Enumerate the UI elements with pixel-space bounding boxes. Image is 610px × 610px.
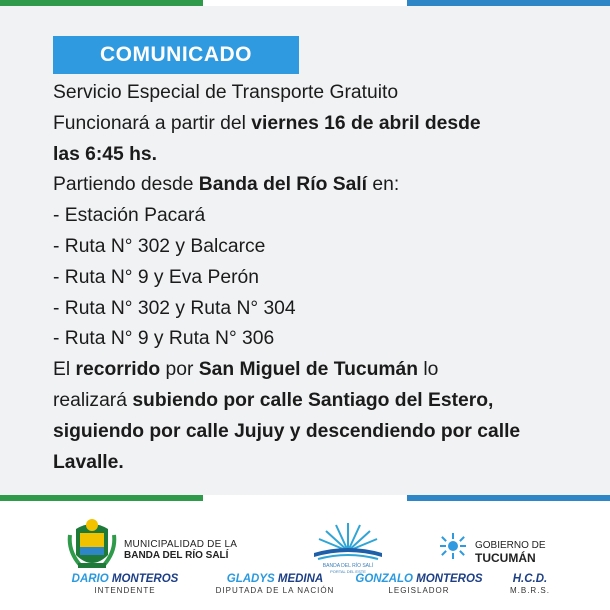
body-text-run: - Ruta N° 302 y Ruta N° 304 [53,297,296,319]
municipality-name [124,539,254,561]
banda-logo-subcaption: PORTAL DEL ESTE [330,569,366,574]
body-text-run: - Ruta N° 302 y Balcarce [53,235,266,257]
body-line [53,448,593,479]
gobierno-tucuman-name [475,539,565,565]
signatory-intendente [55,573,195,595]
body-text-run: realizará [53,389,133,411]
announcement-body [53,78,593,478]
body-line [53,355,593,386]
body-line [53,140,593,171]
body-text-run: lo [418,359,439,381]
signatory-role: M.B.R.S. [509,586,550,595]
body-line [53,109,593,140]
body-line [53,170,593,201]
body-bold-text: Banda del Río Salí [198,174,368,196]
body-bold-text: siguiendo por calle Jujuy y descendiendo por calle [53,420,521,442]
body-line [53,324,593,355]
body-line [53,417,593,448]
banda-rio-sali-logo-icon [306,517,390,567]
municipality-crest-icon [66,515,118,573]
signatory-name: GONZALO MONTEROS [355,573,483,585]
body-line [53,386,593,417]
body-line [53,232,593,263]
body-text-run: Funcionará a partir del [53,112,252,134]
signatories-row [0,573,610,603]
body-text-run: en: [367,174,400,196]
signatory-name: DARIO MONTEROS [71,573,179,585]
signatory-hcd [505,573,555,595]
signatory-role: DIPUTADA DE LA NACIÓN [215,586,335,595]
body-bold-text: viernes 16 de abril desde [251,112,481,134]
body-text-run: El [53,359,76,381]
body-text-run: por [160,359,199,381]
gobierno-line-1: GOBIERNO DE [475,540,546,551]
municipality-line-1: MUNICIPALIDAD DE LA [124,539,238,550]
signatory-role: INTENDENTE [94,586,156,595]
municipality-line-2: BANDA DEL RÍO SALÍ [124,550,229,561]
body-line [53,201,593,232]
body-bold-text: las 6:45 hs. [53,143,157,165]
body-line [53,263,593,294]
gobierno-tucuman-sun-icon [440,533,466,559]
body-bold-text: recorrido [75,359,161,381]
body-text-run: - Estación Pacará [53,205,206,227]
gobierno-line-2: TUCUMÁN [475,551,536,565]
body-line [53,78,593,109]
body-bold-text: subiendo por calle Santiago del Estero, [132,389,494,411]
logo-row [0,513,610,574]
body-bold-text: Lavalle. [53,451,124,473]
body-text-run: Partiendo desde [53,174,199,196]
body-text-run: Servicio Especial de Transporte Gratuito [53,82,399,103]
body-line [53,294,593,325]
footer [0,501,610,610]
signatory-name: H.C.D. [512,573,548,585]
comunicado-badge: COMUNICADO [53,36,299,74]
body-text-run: - Ruta N° 9 y Eva Perón [53,266,259,288]
body-bold-text: San Miguel de Tucumán [198,359,419,381]
signatory-name: GLADYS MEDINA [226,573,324,585]
signatory-role: LEGISLADOR [388,586,450,595]
banda-logo-caption: BANDA DEL RÍO SALÍ [322,563,374,569]
announcement-panel [0,6,610,495]
signatory-legislador [348,573,490,595]
body-text-run: - Ruta N° 9 y Ruta N° 306 [53,328,275,350]
signatory-diputada [210,573,340,595]
